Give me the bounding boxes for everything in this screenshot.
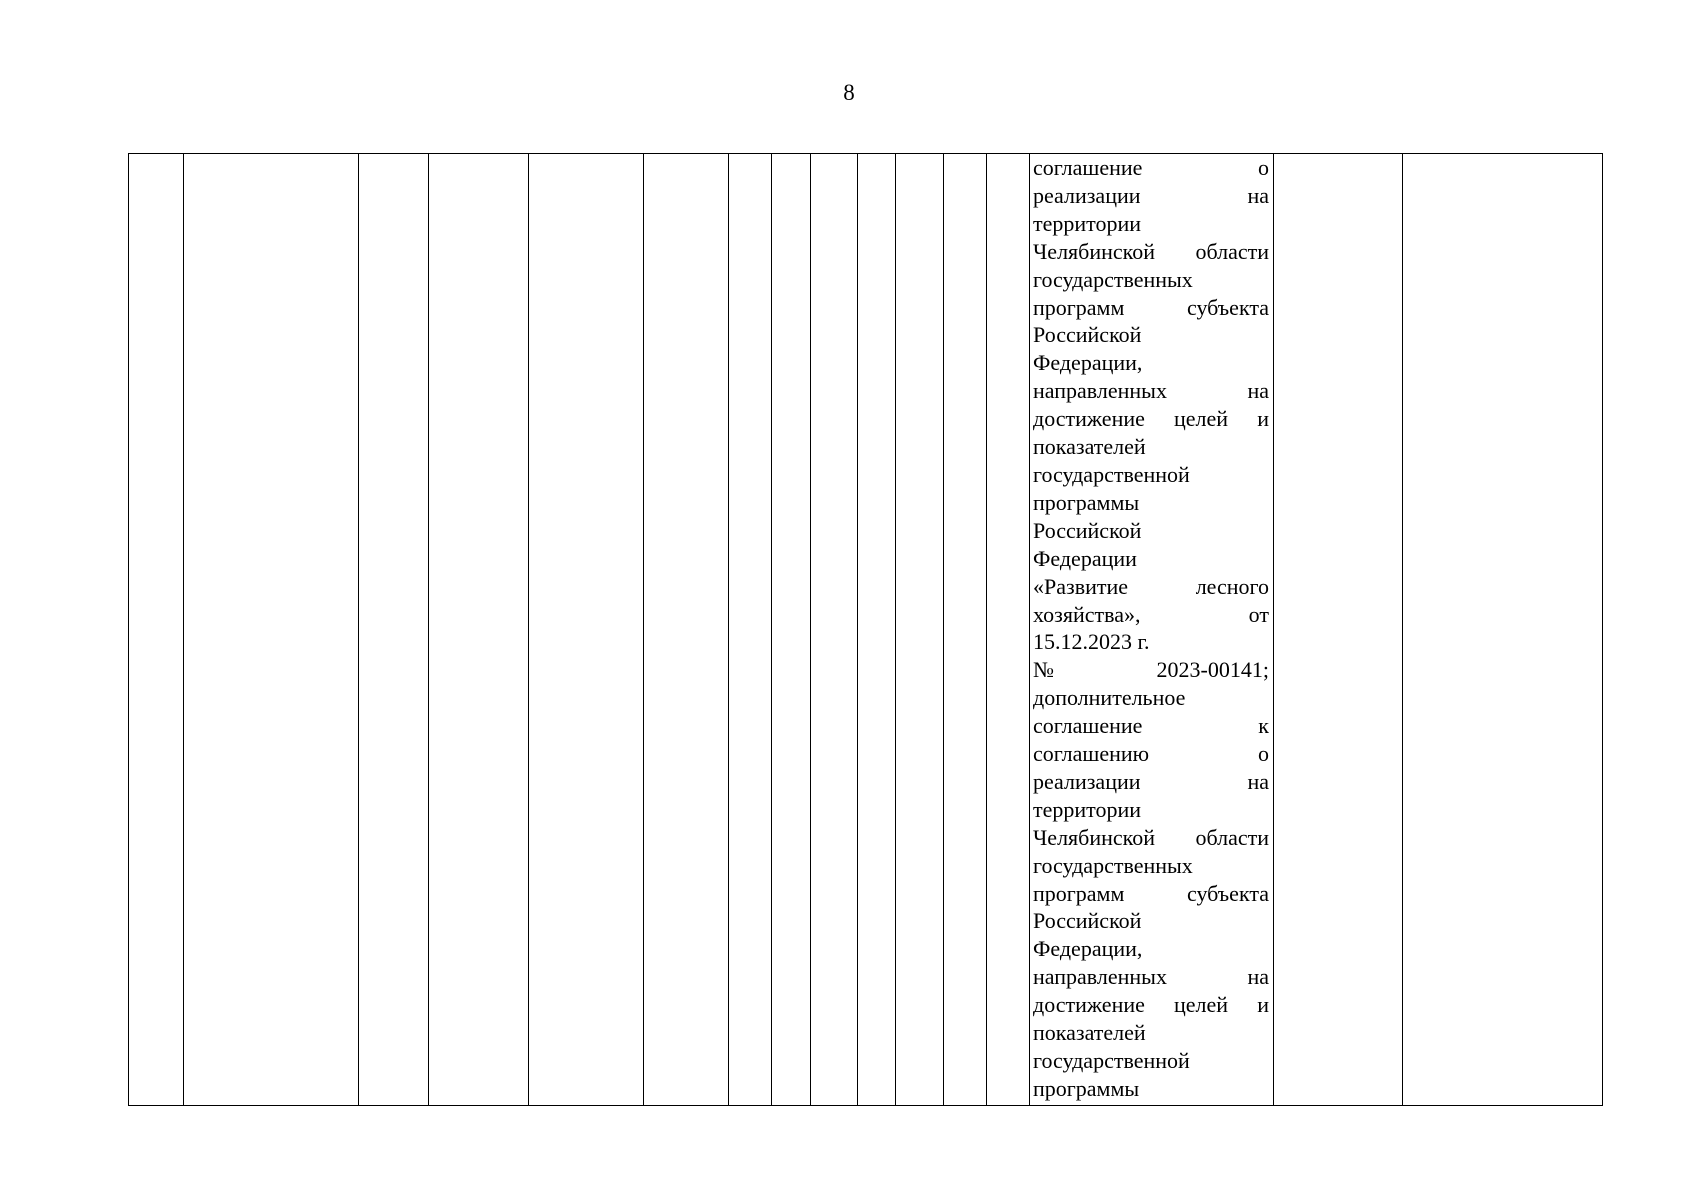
cell-word: направленных bbox=[1033, 378, 1167, 404]
cell-word: № bbox=[1033, 657, 1054, 683]
cell-text-line bbox=[1033, 545, 1269, 573]
cell-text-line bbox=[1033, 796, 1269, 824]
cell-word: достижение bbox=[1033, 992, 1145, 1018]
table-cell-col-10 bbox=[858, 154, 896, 1106]
cell-word: территории bbox=[1033, 796, 1142, 822]
document-table-wrapper bbox=[128, 153, 1602, 1105]
cell-word: о bbox=[1258, 155, 1269, 180]
cell-text-line bbox=[1033, 768, 1269, 796]
cell-word: достижение bbox=[1033, 406, 1145, 432]
table-cell-col-8 bbox=[772, 154, 811, 1106]
cell-text-line bbox=[1033, 377, 1269, 405]
table-cell-col-4 bbox=[429, 154, 529, 1106]
cell-word: Федерации bbox=[1033, 545, 1137, 571]
cell-text-line bbox=[1033, 294, 1269, 322]
cell-word: на bbox=[1247, 964, 1269, 990]
cell-word: и bbox=[1257, 406, 1269, 432]
cell-word: Российской bbox=[1033, 908, 1142, 934]
cell-word: Челябинской bbox=[1033, 238, 1156, 264]
cell-word: на bbox=[1247, 182, 1269, 208]
cell-text-line bbox=[1033, 433, 1269, 461]
cell-word: реализации bbox=[1033, 182, 1141, 208]
cell-text-line bbox=[1033, 880, 1269, 908]
cell-text-line bbox=[1033, 1047, 1269, 1075]
cell-word: программ bbox=[1033, 880, 1125, 906]
cell-word: реализации bbox=[1033, 768, 1141, 794]
cell-word: Российской bbox=[1033, 322, 1142, 348]
cell-word: области bbox=[1195, 824, 1269, 850]
table-cell-col-6 bbox=[644, 154, 729, 1106]
cell-word: соглашение bbox=[1033, 155, 1143, 180]
table-cell-agreement-text bbox=[1030, 154, 1274, 1106]
cell-text-line bbox=[1033, 963, 1269, 991]
cell-word: Челябинской bbox=[1033, 824, 1156, 850]
cell-word: субъекта bbox=[1186, 294, 1269, 320]
cell-word: 15.12.2023 г. bbox=[1033, 629, 1150, 655]
cell-text-line bbox=[1033, 517, 1269, 545]
cell-text-line bbox=[1033, 182, 1269, 210]
cell-text-line bbox=[1033, 740, 1269, 768]
cell-text-line bbox=[1033, 991, 1269, 1019]
cell-word: целей bbox=[1174, 992, 1229, 1018]
cell-word: государственных bbox=[1033, 852, 1193, 878]
table-cell-col-7 bbox=[729, 154, 772, 1106]
cell-word: программ bbox=[1033, 294, 1125, 320]
cell-word: лесного bbox=[1195, 573, 1269, 599]
table-cell-col-11 bbox=[896, 154, 944, 1106]
cell-text-line bbox=[1033, 349, 1269, 377]
cell-word: государственной bbox=[1033, 461, 1190, 487]
table-row bbox=[129, 154, 1603, 1106]
cell-word: государственных bbox=[1033, 266, 1193, 292]
document-table bbox=[128, 153, 1603, 1106]
cell-text-line bbox=[1033, 628, 1269, 656]
cell-word: к bbox=[1258, 713, 1269, 739]
cell-text-line bbox=[1033, 210, 1269, 238]
cell-word: от bbox=[1248, 601, 1269, 627]
cell-word: Федерации, bbox=[1033, 350, 1143, 376]
cell-word: территории bbox=[1033, 210, 1142, 236]
table-cell-col-12 bbox=[944, 154, 987, 1106]
table-cell-col-2 bbox=[184, 154, 359, 1106]
table-cell-col-9 bbox=[811, 154, 858, 1106]
cell-text-line bbox=[1033, 1075, 1269, 1103]
cell-text-line bbox=[1033, 684, 1269, 712]
cell-text-line bbox=[1033, 907, 1269, 935]
cell-word: на bbox=[1247, 768, 1269, 794]
cell-word: программы bbox=[1033, 489, 1140, 515]
cell-word: «Развитие bbox=[1033, 573, 1129, 599]
cell-word: показателей bbox=[1033, 434, 1146, 460]
cell-word: хозяйства», bbox=[1033, 601, 1141, 627]
cell-text-line bbox=[1033, 461, 1269, 489]
cell-text-line bbox=[1033, 405, 1269, 433]
cell-word: Федерации, bbox=[1033, 936, 1143, 962]
cell-word: дополнительное bbox=[1033, 685, 1186, 711]
cell-text-line bbox=[1033, 573, 1269, 601]
cell-text-line bbox=[1033, 712, 1269, 740]
cell-text-line bbox=[1033, 656, 1269, 684]
cell-word: программы bbox=[1033, 1075, 1140, 1101]
table-cell-col-15 bbox=[1274, 154, 1403, 1106]
cell-word: 2023-00141; bbox=[1156, 657, 1269, 683]
cell-text-line bbox=[1033, 238, 1269, 266]
cell-text-line bbox=[1033, 852, 1269, 880]
cell-text-line bbox=[1033, 321, 1269, 349]
cell-word: на bbox=[1247, 378, 1269, 404]
cell-text-line bbox=[1033, 601, 1269, 629]
cell-text-line bbox=[1033, 154, 1269, 182]
page-number: 8 bbox=[843, 80, 855, 105]
table-cell-col-3 bbox=[359, 154, 429, 1106]
table-cell-col-5 bbox=[529, 154, 644, 1106]
cell-word: соглашению bbox=[1033, 741, 1150, 767]
cell-word: области bbox=[1195, 238, 1269, 264]
cell-word: государственной bbox=[1033, 1048, 1190, 1073]
cell-text-line bbox=[1033, 1019, 1269, 1047]
cell-text-line bbox=[1033, 266, 1269, 294]
cell-word: субъекта bbox=[1186, 880, 1269, 906]
cell-text-line bbox=[1033, 489, 1269, 517]
cell-word: Российской bbox=[1033, 517, 1142, 543]
cell-word: целей bbox=[1174, 406, 1229, 432]
cell-word: соглашение bbox=[1033, 713, 1143, 739]
cell-text-line bbox=[1033, 824, 1269, 852]
cell-word: о bbox=[1258, 741, 1269, 767]
table-cell-col-1 bbox=[129, 154, 184, 1106]
cell-text-line bbox=[1033, 935, 1269, 963]
table-cell-col-13 bbox=[987, 154, 1030, 1106]
table-cell-col-16 bbox=[1403, 154, 1603, 1106]
cell-word: показателей bbox=[1033, 1020, 1146, 1046]
cell-word: и bbox=[1257, 992, 1269, 1018]
cell-word: направленных bbox=[1033, 964, 1167, 990]
